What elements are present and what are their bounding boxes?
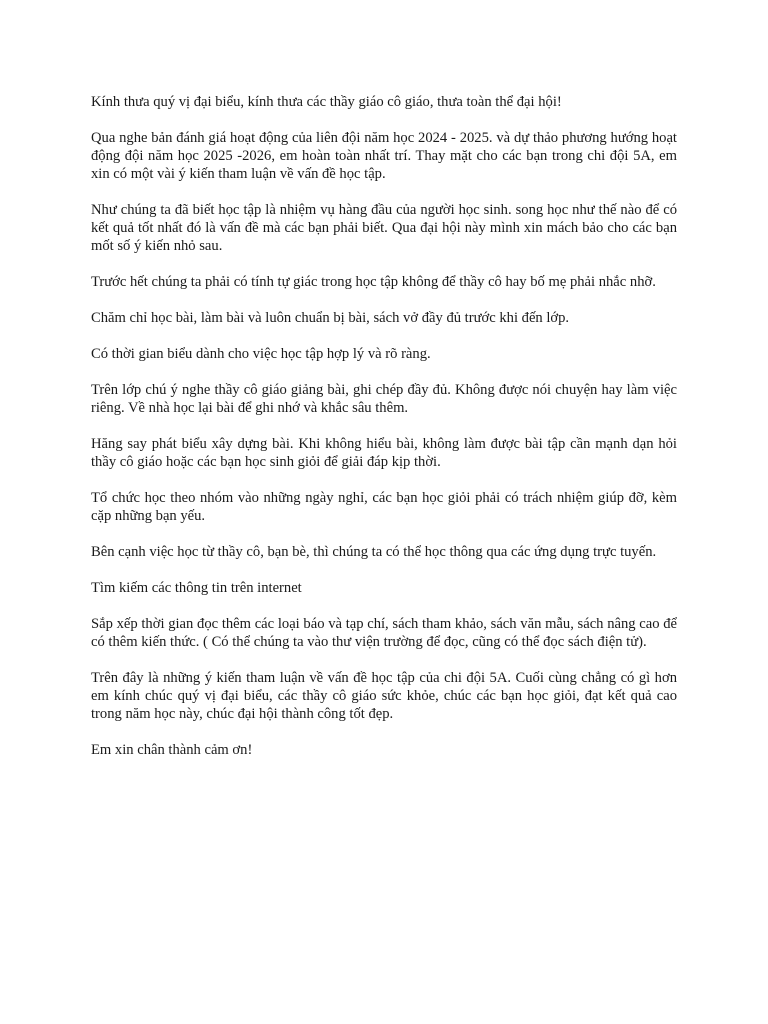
paragraph-group-study: Tổ chức học theo nhóm vào những ngày nghỉ, các bạn học giỏi phải có trách nhiệm giúp đỡ, kèm cặp những bạn yếu. bbox=[91, 490, 677, 524]
paragraph-self-discipline: Trước hết chúng ta phải có tính tự giác trong học tập không để thầy cô hay bố mẹ phải nhắc nhỡ. bbox=[91, 274, 656, 290]
paragraph-preparation: Chăm chỉ học bài, làm bài và luôn chuẩn bị bài, sách vở đầy đủ trước khi đến lớp. bbox=[91, 310, 570, 326]
paragraph-extra-reading: Sắp xếp thời gian đọc thêm các loại báo và tạp chí, sách tham khảo, sách văn mẫu, sách nâng cao để có thêm kiến thức. ( Có thể chúng ta vào thư viện trường để đọc, cũng có thể đọc sách điện tử). bbox=[91, 616, 677, 650]
paragraph-online-learning: Bên cạnh việc học từ thầy cô, bạn bè, thì chúng ta có thể học thông qua các ứng dụng trực tuyến. bbox=[91, 544, 657, 560]
paragraph-thanks: Em xin chân thành cảm ơn! bbox=[91, 742, 253, 758]
paragraph-class-attention: Trên lớp chú ý nghe thầy cô giáo giảng bài, ghi chép đầy đủ. Không được nói chuyện hay làm việc riêng. Về nhà học lại bài để ghi nhớ và khắc sâu thêm. bbox=[91, 382, 677, 416]
paragraph-closing-wishes: Trên đây là những ý kiến tham luận về vấn đề học tập của chi đội 5A. Cuối cùng chẳng có gì hơn em kính chúc quý vị đại biểu, các thầy cô giáo sức khỏe, chúc các bạn học giỏi, đạt kết quả cao trong năm học này, chúc đại hội thành công tốt đẹp. bbox=[91, 670, 677, 722]
paragraph-participation: Hăng say phát biểu xây dựng bài. Khi không hiểu bài, không làm được bài tập cần mạnh dạn hỏi thầy cô giáo hoặc các bạn học sinh giỏi để giải đáp kịp thời. bbox=[91, 436, 677, 470]
document-body bbox=[91, 93, 677, 759]
paragraph-internet-search: Tìm kiếm các thông tin trên internet bbox=[91, 580, 302, 596]
paragraph-importance-of-study: Như chúng ta đã biết học tập là nhiệm vụ hàng đầu của người học sinh. song học như thế nào để có kết quả tốt nhất đó là vấn đề mà các bạn phải biết. Qua đại hội này mình xin mách bảo cho các bạn mốt số ý kiến nhỏ sau. bbox=[91, 202, 677, 254]
paragraph-greeting: Kính thưa quý vị đại biểu, kính thưa các thầy giáo cô giáo, thưa toàn thể đại hội! bbox=[91, 94, 562, 110]
paragraph-study-schedule: Có thời gian biểu dành cho việc học tập hợp lý và rõ ràng. bbox=[91, 346, 431, 362]
paragraph-introduction: Qua nghe bản đánh giá hoạt động của liên đội năm học 2024 - 2025. và dự thảo phương hướng hoạt động đội năm học 2025 -2026, em hoàn toàn nhất trí. Thay mặt cho các bạn trong chi đội 5A, em xin có một vài ý kiến tham luận về vấn đề học tập. bbox=[91, 130, 677, 182]
